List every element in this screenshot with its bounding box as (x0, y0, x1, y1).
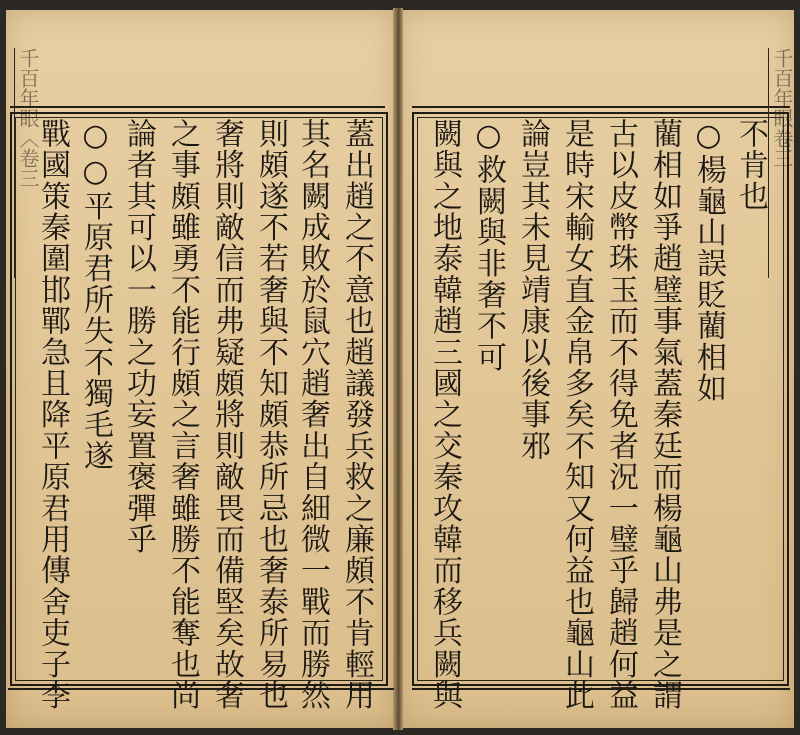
right-column-8: 闕與之地泰韓趙三國之交秦攻韓而移兵闕與 (427, 118, 462, 711)
right-column-3: 藺相如爭趙璧事氣蓋秦廷而楊龜山弗是之謂 (647, 118, 682, 711)
right-bottom-rule (412, 688, 790, 690)
left-column-7: ○○平原君所失不獨毛遂 (78, 118, 113, 472)
left-column-1: 蓋出趙之不意也趙議發兵救之廉頗不肯輕用 (339, 118, 374, 711)
right-edge-fragment (768, 48, 795, 278)
right-column-5: 是時宋輸女直金帛多矣不知又何益也龜山此 (559, 118, 594, 711)
left-margin-title: 千百年眼〈卷三 (16, 48, 40, 188)
right-column-2: ○楊龜山誤貶藺相如 (691, 118, 726, 404)
right-margin-title: 千百年眼卷三 (770, 48, 794, 168)
left-column-8: 戰國策秦圍邯鄲急且降平原君用傳舍吏子李 (35, 118, 70, 711)
right-column-4: 古以皮幣珠玉而不得免者況一璧乎歸趙何益 (603, 118, 638, 711)
left-top-rule (10, 106, 385, 108)
left-column-4: 奢將則敵信而弗疑頗將則敵畏而備堅矣故奢 (209, 118, 244, 711)
right-top-rule (412, 106, 790, 108)
left-column-5: 之事頗雖勇不能行頗之言奢雖勝不能奪也尚 (165, 118, 200, 711)
right-column-6: 論豈其未見靖康以後事邪 (515, 118, 550, 462)
right-column-7: ○救闕與非奢不可 (471, 118, 506, 373)
left-column-2: 其名闕成敗於鼠穴趙奢出自細微一戰而勝然 (295, 118, 330, 711)
right-column-1: 不肯也 (733, 118, 768, 212)
left-column-6: 論者其可以一勝之功妄置褒彈乎 (121, 118, 156, 555)
book-gutter (393, 8, 403, 730)
left-column-3: 則頗遂不若奢與不知頗恭所忌也奢泰所易也 (253, 118, 288, 711)
